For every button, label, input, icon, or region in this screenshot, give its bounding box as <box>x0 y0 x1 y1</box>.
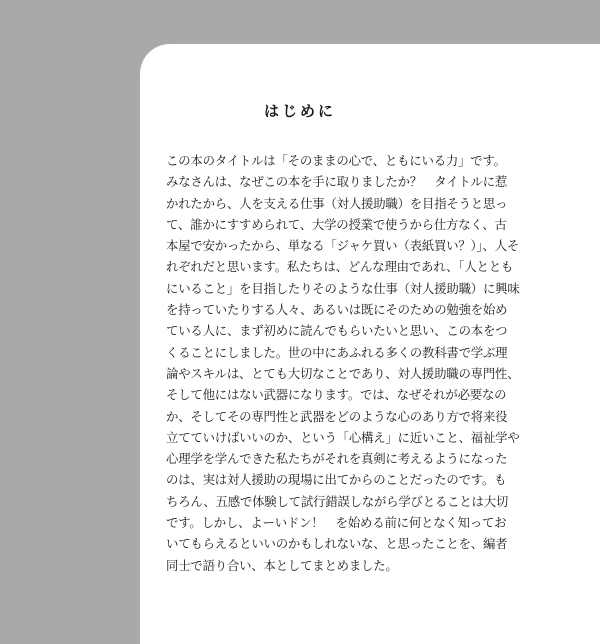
body-line: にいること」を目指したりそのような仕事（対人援助職）に興味 <box>166 280 520 296</box>
body-line: のは、実は対人援助の現場に出てからのことだったのです。も <box>166 472 507 488</box>
body-line: 論やスキルは、とても大切なことであり、対人援助職の専門性、 <box>166 365 520 381</box>
body-line: か、そしてその専門性と武器をどのような心のあり方で将来役 <box>166 408 508 424</box>
body-line: 心理学を学んできた私たちがそれを真剣に考えるようになった <box>166 451 508 467</box>
body-line: いてもらえるといいのかもしれないな、と思ったことを、編者 <box>166 536 508 552</box>
page-heading: はじめに <box>263 102 336 120</box>
body-line: て、誰かにすすめられて、大学の授業で使うから仕方なく、古 <box>166 216 507 232</box>
body-line: ちろん、五感で体験して試行錯誤しながら学びとることは大切 <box>166 493 509 509</box>
body-line: そして他にはない武器になります。では、なぜそれが必要なの <box>166 387 507 403</box>
body-line: れぞれだと思います。私たちは、どんな理由であれ、「人ととも <box>166 259 514 275</box>
body-line: ている人に、まず初めに読んでもらいたいと思い、この本をつ <box>166 323 508 339</box>
body-line: です。しかし、よーいドン！ を始める前に何となく知ってお <box>166 515 507 531</box>
body-line: 本屋で安かったから、単なる「ジャケ買い（表紙買い？）」、人そ <box>166 238 520 254</box>
body-line: くることにしました。世の中にあふれる多くの教科書で学ぶ理 <box>166 344 508 360</box>
body-line: を持っていたりする人々、あるいは既にそのための勉強を始め <box>166 302 508 318</box>
body-text <box>166 150 520 576</box>
body-line: みなさんは、なぜこの本を手に取りましたか？ タイトルに惹 <box>166 174 508 190</box>
body-line: 立てていけばいいのか、という「心構え」に近いこと、福祉学や <box>166 429 520 445</box>
body-line: かれたから、人を支える仕事（対人援助職）を目指そうと思っ <box>166 195 508 211</box>
body-line: 同士で語り合い、本としてまとめました。 <box>166 557 398 573</box>
body-line: この本のタイトルは「そのままの心で、ともにいる力」です。 <box>166 153 506 168</box>
